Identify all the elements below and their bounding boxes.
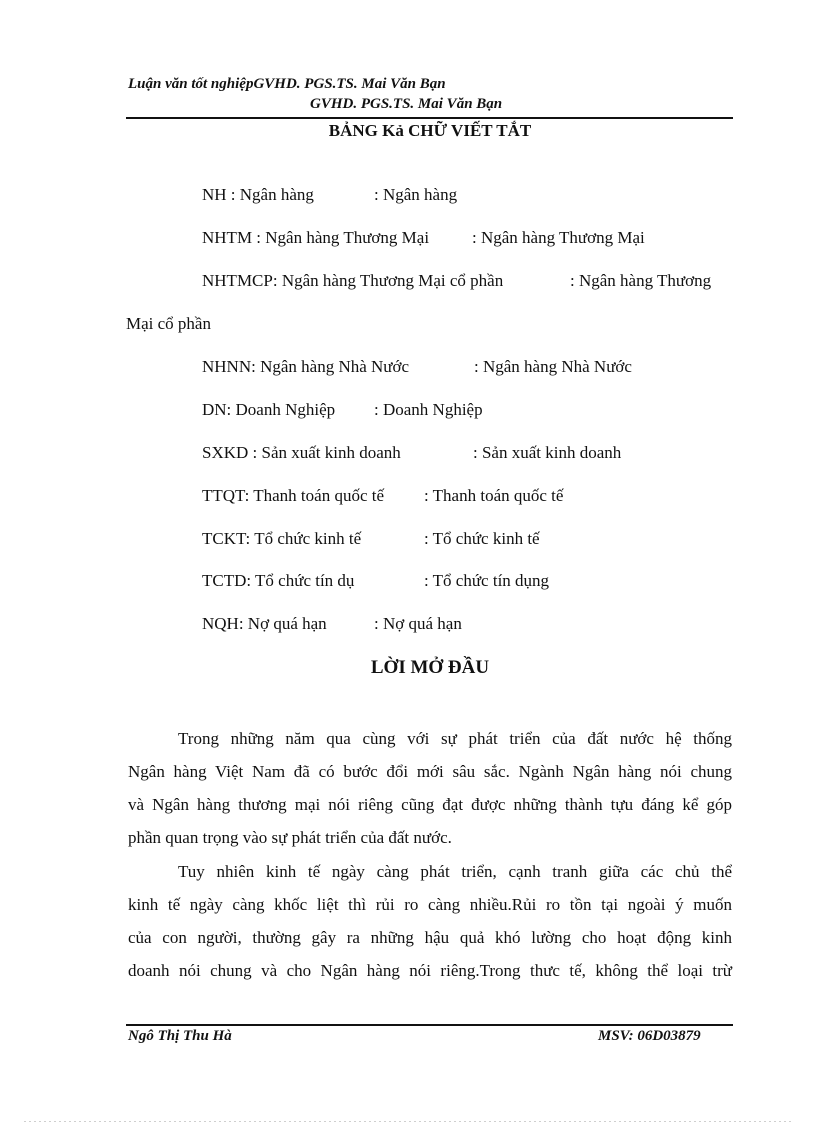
abbreviations-title: BẢNG Kả CHỮ VIẾT TẮT xyxy=(328,121,532,140)
abbreviation-meaning: : Thanh toán quốc tế xyxy=(424,486,564,505)
header-rule xyxy=(126,117,733,119)
page-bottom-dotted-border xyxy=(24,1121,792,1122)
abbreviation-term: NQH: Nợ quá hạn xyxy=(202,614,327,633)
footer-student-id: MSV: 06D03879 xyxy=(598,1028,701,1044)
paragraph-line: Trong những năm qua cùng với sự phát triển của đất nước hệ thống xyxy=(178,729,732,748)
abbreviation-term: TCKT: Tổ chức kinh tế xyxy=(202,529,362,548)
abbreviation-meaning: : Tổ chức tín dụng xyxy=(424,571,550,590)
footer-author: Ngô Thị Thu Hà xyxy=(128,1028,232,1044)
abbreviation-term: NH : Ngân hàng xyxy=(202,185,314,204)
paragraph-line: phần quan trọng vào sự phát triển của đất nước. xyxy=(128,828,452,847)
abbreviation-row xyxy=(202,529,540,549)
paragraph-line: Tuy nhiên kinh tế ngày càng phát triển, cạnh tranh giữa các chủ thể xyxy=(178,862,732,881)
abbreviation-continuation: Mại cổ phần xyxy=(126,314,211,333)
intro-title: LỜI MỞ ĐẦU xyxy=(370,657,490,678)
abbreviation-row xyxy=(202,400,483,420)
abbreviation-term: TTQT: Thanh toán quốc tế xyxy=(202,486,385,505)
abbreviation-meaning: : Ngân hàng Thương xyxy=(570,271,712,290)
footer-rule xyxy=(126,1024,733,1026)
abbreviation-row xyxy=(202,357,632,377)
abbreviation-row xyxy=(202,228,645,248)
abbreviation-meaning: : Ngân hàng xyxy=(374,185,458,204)
paragraph-line: kinh tế ngày càng khốc liệt thì rủi ro càng nhiều.Rủi ro tồn tại ngoài ý muốn xyxy=(128,895,732,914)
paragraph-line: doanh nói chung và cho Ngân hàng nói riêng.Trong thưc tế, không thể loại trừ xyxy=(128,961,732,980)
abbreviation-term: TCTD: Tổ chức tín dụ xyxy=(202,571,355,590)
paragraph-line: của con người, thường gây ra những hậu quả khó lường cho hoạt động kinh xyxy=(128,928,732,947)
abbreviation-meaning: : Ngân hàng Thương Mại xyxy=(472,228,645,247)
intro-paragraph-2 xyxy=(128,855,732,987)
intro-paragraph-1 xyxy=(128,722,732,854)
abbreviation-term: NHNN: Ngân hàng Nhà Nước xyxy=(202,357,410,376)
abbreviation-meaning: : Ngân hàng Nhà Nước xyxy=(474,357,632,376)
abbreviation-row xyxy=(202,443,621,463)
paragraph-line: và Ngân hàng thương mại nói riêng cũng đạt được những thành tựu đáng kể góp xyxy=(128,795,732,814)
abbreviation-row xyxy=(202,271,711,291)
abbreviation-row xyxy=(202,614,462,634)
abbreviation-meaning: : Doanh Nghiệp xyxy=(374,400,483,419)
abbreviation-meaning: : Nợ quá hạn xyxy=(374,614,462,633)
abbreviation-term: NHTMCP: Ngân hàng Thương Mại cổ phần xyxy=(202,271,504,290)
abbreviation-row xyxy=(202,571,549,591)
header-line-1: Luận văn tốt nghiệpGVHD. PGS.TS. Mai Văn Bạn xyxy=(128,76,446,92)
abbreviation-term: SXKD : Sản xuất kinh doanh xyxy=(202,443,401,462)
abbreviation-term: DN: Doanh Nghiệp xyxy=(202,400,336,419)
abbreviation-term: NHTM : Ngân hàng Thương Mại xyxy=(202,228,430,247)
abbreviation-row xyxy=(202,185,457,205)
abbreviation-row xyxy=(202,486,563,506)
abbreviation-meaning: : Tổ chức kinh tế xyxy=(424,529,540,548)
abbreviation-meaning: : Sản xuất kinh doanh xyxy=(473,443,622,462)
header-line-2: GVHD. PGS.TS. Mai Văn Bạn xyxy=(310,96,503,112)
paragraph-line: Ngân hàng Việt Nam đã có bước đổi mới sâu sắc. Ngành Ngân hàng nói chung xyxy=(128,762,732,781)
